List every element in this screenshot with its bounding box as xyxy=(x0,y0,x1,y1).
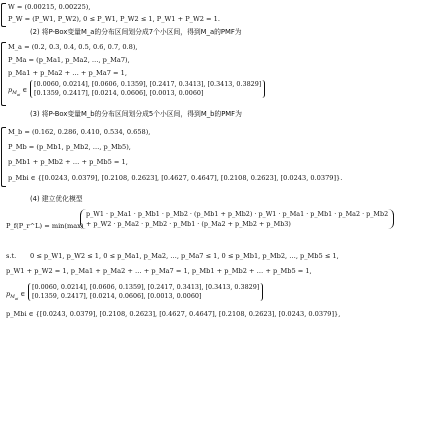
brace-block2 xyxy=(1,42,6,106)
equation-pmb-vector: P_Mb = (p_Mb1, p_Mb2, …, p_Mb5), xyxy=(8,143,131,151)
constraint-sums: p_W1 + p_W2 = 1, p_Ma1 + p_Ma2 + … + p_Ma7 = 1, p_Mb1 + p_Mb2 + … + p_Mb5 = 1, xyxy=(6,267,312,275)
constraint-pma-member: $p_{M_{ai}}$ ∈ xyxy=(6,290,26,302)
brace-block1 xyxy=(1,3,6,27)
equation-pma-member: $p_{M_{ai}}$ ∈ xyxy=(8,86,28,98)
heading-step-3: (3) 将P-Box变量M_b的分布区间划分成5个小区间，得到M_b的PMF为 xyxy=(30,110,242,118)
constraint-interval-set-ma xyxy=(28,283,263,301)
heading-step-2: (2) 将P-Box变量M_a的分布区间划分成7个小区间，得到M_a的PMF为 xyxy=(30,28,242,36)
interval-set-ma-row1: [0.0060, 0.0214], [0.0606, 0.1359], [0.2417, 0.3413], [0.3413, 0.3829] xyxy=(34,80,262,88)
equation-w-values: W = (0.00215, 0.00225), xyxy=(8,3,91,11)
constraint-pmb-member: p_Mbi ∈ {[0.0243, 0.0379], [0.2108, 0.2623], [0.4627, 0.4647], [0.2108, 0.2623], [0.0243, 0.0379]}, xyxy=(6,310,341,318)
heading-step-4: (4) 建立优化模型 xyxy=(30,195,83,203)
equation-pmb-member: p_Mbi ∈ {[0.0243, 0.0379], [0.2108, 0.2623], [0.4627, 0.4647], [0.2108, 0.2623], [0.0243, 0.0379]}. xyxy=(8,174,343,182)
constraint-interval-row2: [0.1359, 0.2417], [0.0214, 0.0606], [0.0013, 0.0060] xyxy=(32,292,202,300)
interval-set-ma-row2: [0.1359, 0.2417], [0.0214, 0.0606], [0.0013, 0.0060] xyxy=(34,89,204,97)
interval-set-ma xyxy=(30,80,265,98)
subject-to-label: s.t. xyxy=(6,252,17,260)
objective-lhs: P_f(P_r^L) = min(max) xyxy=(6,222,84,230)
equation-pmb-sum: p_Mb1 + p_Mb2 + … + p_Mb5 = 1, xyxy=(8,158,128,166)
brace-block3 xyxy=(1,127,6,187)
equation-pma-vector: P_Ma = (p_Ma1, p_Ma2, …, p_Ma7), xyxy=(8,56,130,64)
objective-expression xyxy=(80,209,394,229)
constraint-interval-row1: [0.0060, 0.0214], [0.0606, 0.1359], [0.2417, 0.3413], [0.3413, 0.3829] xyxy=(32,283,260,291)
objective-row1: p_W1 · p_Ma1 · p_Mb1 · p_Mb2 · (p_Mb1 + p_Mb2) · p_W1 · p_Ma1 · p_Mb1 · p_Ma2 · p_Mb2 xyxy=(86,210,389,218)
equation-pma-sum: p_Ma1 + p_Ma2 + … + p_Ma7 = 1, xyxy=(8,69,127,77)
equation-mb-values: M_b = (0.162, 0.286, 0.410, 0.534, 0.658), xyxy=(8,128,151,136)
equation-ma-values: M_a = (0.2, 0.3, 0.4, 0.5, 0.6, 0.7, 0.8), xyxy=(8,43,138,51)
equation-pw-constraint: P_W = (P_W1, P_W2), 0 ≤ P_W1, P_W2 ≤ 1, P_W1 + P_W2 = 1. xyxy=(8,15,220,23)
objective-row2: + p_W2 · p_Ma2 · p_Mb2 · p_Mb1 · (p_Ma2 + p_Mb2 + p_Mb3) xyxy=(86,220,291,228)
constraint-bounds: 0 ≤ p_W1, p_W2 ≤ 1, 0 ≤ p_Ma1, p_Ma2, …, p_Ma7 ≤ 1, 0 ≤ p_Mb1, p_Mb2, …, p_Mb5 ≤ 1, xyxy=(30,252,339,260)
